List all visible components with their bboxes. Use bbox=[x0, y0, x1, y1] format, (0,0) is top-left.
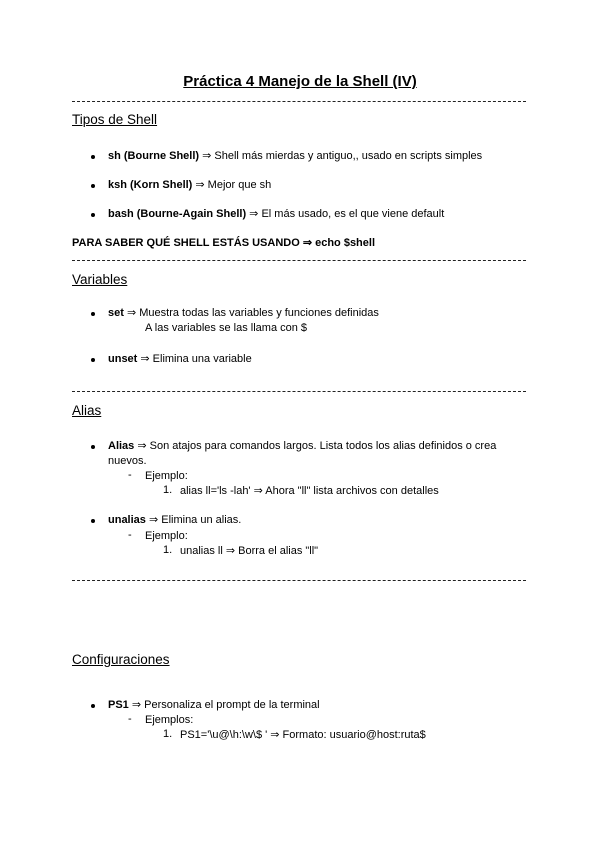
term-bash: bash (Bourne-Again Shell) bbox=[108, 208, 247, 220]
separator-1 bbox=[72, 101, 526, 102]
number-marker: 1. bbox=[163, 544, 173, 556]
desc-bash: ⇒ El más usado, es el que viene default bbox=[246, 208, 445, 220]
ps1-example: PS1='\u@\h:\w\$ ' ⇒ Formato: usuario@host:ruta$ bbox=[180, 729, 426, 741]
dash-marker: - bbox=[128, 469, 132, 481]
separator-2 bbox=[72, 260, 526, 261]
list-item-ps1 bbox=[108, 698, 320, 712]
dash-marker: - bbox=[128, 529, 132, 541]
page-title: Práctica 4 Manejo de la Shell (IV) bbox=[183, 73, 417, 90]
bullet bbox=[91, 704, 95, 708]
term-sh: sh (Bourne Shell) bbox=[108, 150, 200, 162]
bullet bbox=[91, 312, 95, 316]
unalias-example: unalias ll ⇒ Borra el alias "ll" bbox=[180, 545, 319, 557]
list-item-bash bbox=[108, 207, 444, 221]
unalias-example-label: Ejemplo: bbox=[145, 530, 188, 542]
bullet bbox=[91, 213, 95, 217]
heading-alias: Alias bbox=[72, 403, 102, 418]
heading-configuraciones: Configuraciones bbox=[72, 652, 170, 667]
bullet bbox=[91, 358, 95, 362]
bullet bbox=[91, 184, 95, 188]
bullet bbox=[91, 155, 95, 159]
alias-example-label: Ejemplo: bbox=[145, 470, 188, 482]
shell-note: PARA SABER QUÉ SHELL ESTÁS USANDO ⇒ echo $shell bbox=[72, 237, 376, 249]
desc-alias: ⇒ Son atajos para comandos largos. Lista todos los alias definidos o crea bbox=[134, 440, 497, 452]
bullet bbox=[91, 519, 95, 523]
list-item-sh bbox=[108, 149, 482, 163]
list-item-unset bbox=[108, 352, 252, 366]
term-ps1: PS1 bbox=[108, 699, 129, 711]
desc-unalias: ⇒ Elimina un alias. bbox=[145, 514, 242, 526]
term-alias: Alias bbox=[108, 440, 135, 452]
list-item-ksh bbox=[108, 178, 271, 192]
bullet bbox=[91, 445, 95, 449]
ps1-examples-label: Ejemplos: bbox=[145, 714, 194, 726]
list-item-alias bbox=[108, 439, 496, 453]
desc-alias-cont: nuevos. bbox=[108, 455, 147, 467]
list-item-unalias bbox=[108, 513, 241, 527]
alias-example: alias ll='ls -lah' ⇒ Ahora "ll" lista archivos con detalles bbox=[180, 485, 439, 497]
term-set: set bbox=[108, 307, 124, 319]
heading-tipos-de-shell: Tipos de Shell bbox=[72, 112, 158, 127]
separator-3 bbox=[72, 391, 526, 392]
separator-4 bbox=[72, 580, 526, 581]
desc-set: ⇒ Muestra todas las variables y funciones definidas bbox=[123, 307, 379, 319]
desc-sh: ⇒ Shell más mierdas y antiguo,, usado en scripts simples bbox=[199, 150, 483, 162]
desc-unset: ⇒ Elimina una variable bbox=[137, 353, 252, 365]
term-unalias: unalias bbox=[108, 514, 146, 526]
desc-ps1: ⇒ Personaliza el prompt de la terminal bbox=[128, 699, 320, 711]
list-item-set bbox=[108, 306, 379, 320]
heading-variables: Variables bbox=[72, 272, 128, 287]
term-ksh: ksh (Korn Shell) bbox=[108, 179, 193, 191]
number-marker: 1. bbox=[163, 484, 173, 496]
number-marker: 1. bbox=[163, 728, 173, 740]
term-unset: unset bbox=[108, 353, 138, 365]
desc-ksh: ⇒ Mejor que sh bbox=[192, 179, 272, 191]
set-extra: A las variables se las llama con $ bbox=[145, 322, 308, 334]
dash-marker: - bbox=[128, 713, 132, 725]
